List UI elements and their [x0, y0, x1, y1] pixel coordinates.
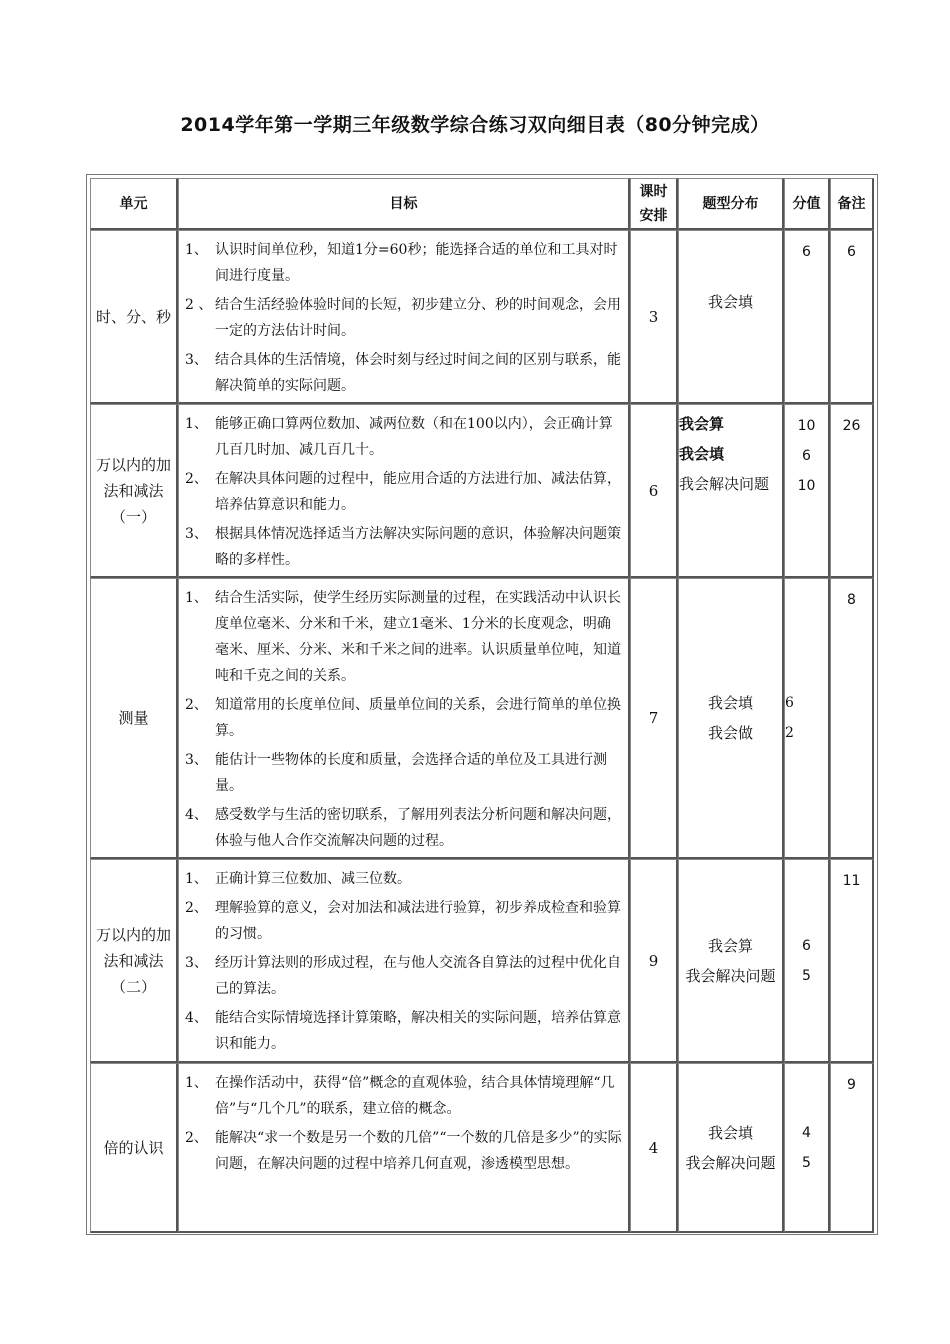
types-cell — [678, 1063, 784, 1233]
note-cell: 6 — [830, 230, 874, 404]
score-value: 10 — [797, 418, 816, 434]
header-note: 备注 — [830, 178, 874, 230]
hours-cell: 7 — [630, 578, 678, 859]
header-row — [90, 178, 874, 230]
type-item: 我会填 — [707, 1123, 753, 1142]
goal-item: 2、 能解决“求一个数是另一个数的几倍”“一个数的几倍是多少”的实际问题，在解决问题的过程中培养几何直观，渗透模型思想。 — [185, 1130, 622, 1172]
score-value: 6 — [802, 448, 811, 464]
table-row — [90, 859, 874, 1063]
header-hours — [630, 178, 678, 230]
unit-label: 法和减法 — [103, 951, 164, 970]
score-value: 2 — [785, 725, 794, 741]
header-goal: 目标 — [178, 178, 630, 230]
unit-label: （一） — [110, 507, 156, 526]
type-item: 我会算 — [707, 936, 753, 955]
unit-label: 测量 — [118, 709, 149, 727]
goal-item: 2、 知道常用的长度单位间、质量单位间的关系，会进行简单的单位换算。 — [185, 697, 621, 739]
header-score: 分值 — [784, 178, 830, 230]
goal-item: 3、 结合具体的生活情境，体会时刻与经过时间之间的区别与联系，能解决简单的实际问题。 — [185, 352, 621, 394]
score-value: 5 — [802, 967, 811, 984]
table-row — [90, 230, 874, 404]
score-cell — [784, 578, 830, 859]
goals-cell — [178, 404, 630, 578]
goal-item: 1、 正确计算三位数加、减三位数。 — [185, 871, 411, 887]
score-value: 4 — [802, 1124, 811, 1141]
type-item: 我会填 — [679, 445, 725, 463]
score-cell — [784, 1063, 830, 1233]
unit-label: 万以内的加 — [95, 925, 171, 944]
note-cell: 8 — [830, 578, 874, 859]
goal-item: 3、 经历计算法则的形成过程，在与他人交流各自算法的过程中优化自己的算法。 — [185, 955, 621, 997]
types-cell — [678, 859, 784, 1063]
goals-cell — [178, 230, 630, 404]
goals-cell — [178, 859, 630, 1063]
header-unit: 单元 — [90, 178, 178, 230]
goal-item: 1、 认识时间单位秒，知道1分=60秒；能选择合适的单位和工具对时间进行度量。 — [185, 242, 618, 284]
table-row — [90, 404, 874, 578]
unit-label: （二） — [110, 977, 156, 996]
hours-cell: 9 — [630, 859, 678, 1063]
types-cell — [678, 404, 784, 578]
table-row — [90, 578, 874, 859]
goals-cell — [178, 578, 630, 859]
header-hours-line1: 课时 — [639, 183, 668, 200]
score-cell — [784, 859, 830, 1063]
unit-cell — [90, 404, 178, 578]
type-item: 我会填 — [707, 293, 753, 311]
type-item: 我会填 — [707, 694, 753, 712]
score-cell — [784, 404, 830, 578]
unit-cell — [90, 230, 178, 404]
goal-item: 2、 理解验算的意义，会对加法和减法进行验算，初步养成检查和验算的习惯。 — [185, 900, 621, 942]
goal-item: 1、 在操作活动中，获得“倍”概念的直观体验，结合具体情境理解“几倍”与“几个几”的联系，建立倍的概念。 — [185, 1075, 615, 1117]
type-item: 我会算 — [679, 415, 725, 433]
score-value: 6 — [785, 695, 794, 711]
score-value: 10 — [797, 478, 816, 494]
unit-label: 万以内的加 — [95, 455, 171, 474]
goal-item: 4、 能结合实际情境选择计算策略，解决相关的实际问题，培养估算意识和能力。 — [185, 1010, 621, 1052]
types-cell — [678, 230, 784, 404]
score-value: 6 — [802, 244, 811, 260]
unit-cell — [90, 859, 178, 1063]
table-row — [90, 1063, 874, 1233]
goal-item: 4、 感受数学与生活的密切联系，了解用列表法分析问题和解决问题，体验与他人合作交流解决问题的过程。 — [185, 807, 621, 849]
hours-cell: 6 — [630, 404, 678, 578]
score-value: 5 — [802, 1154, 811, 1171]
hours-cell: 4 — [630, 1063, 678, 1233]
header-types: 题型分布 — [678, 178, 784, 230]
note-cell: 11 — [830, 859, 874, 1063]
note-cell: 26 — [830, 404, 874, 578]
goal-item: 2 、 结合生活经验体验时间的长短，初步建立分、秒的时间观念，会用一定的方法估计时间。 — [185, 297, 621, 339]
header-hours-line2: 安排 — [639, 207, 668, 224]
unit-label: 法和减法 — [103, 481, 164, 500]
type-item: 我会解决问题 — [685, 966, 776, 985]
type-item: 我会解决问题 — [679, 475, 770, 493]
unit-label: 倍的认识 — [103, 1138, 164, 1157]
unit-label: 时、分、秒 — [95, 307, 171, 326]
unit-cell — [90, 578, 178, 859]
type-item: 我会做 — [707, 724, 753, 742]
unit-cell — [90, 1063, 178, 1233]
goal-item: 3、 根据具体情况选择适当方法解决实际问题的意识，体验解决问题策略的多样性。 — [185, 526, 621, 568]
goal-item: 2、 在解决具体问题的过程中，能应用合适的方法进行加、减法估算，培养估算意识和能力。 — [185, 471, 621, 513]
note-cell: 9 — [830, 1063, 874, 1233]
spec-table — [90, 178, 874, 1233]
goal-item: 3、 能估计一些物体的长度和质量，会选择合适的单位及工具进行测量。 — [185, 752, 607, 794]
score-value: 6 — [802, 937, 811, 954]
type-item: 我会解决问题 — [685, 1153, 776, 1172]
goal-item: 1、 结合生活实际，使学生经历实际测量的过程，在实践活动中认识长度单位毫米、分米和千米，建立1毫米、1分米的长度观念，明确毫米、厘米、分米、米和千米之间的进率。认识质量单位吨，知道吨和千克之间的关系。 — [185, 590, 621, 684]
goal-item: 1、 能够正确口算两位数加、减两位数（和在100以内），会正确计算几百几时加、减几百几十。 — [185, 416, 613, 458]
score-cell — [784, 230, 830, 404]
types-cell — [678, 578, 784, 859]
page-title: 2014学年第一学期三年级数学综合练习双向细目表（80分钟完成） — [180, 114, 770, 136]
goals-cell — [178, 1063, 630, 1233]
hours-cell: 3 — [630, 230, 678, 404]
